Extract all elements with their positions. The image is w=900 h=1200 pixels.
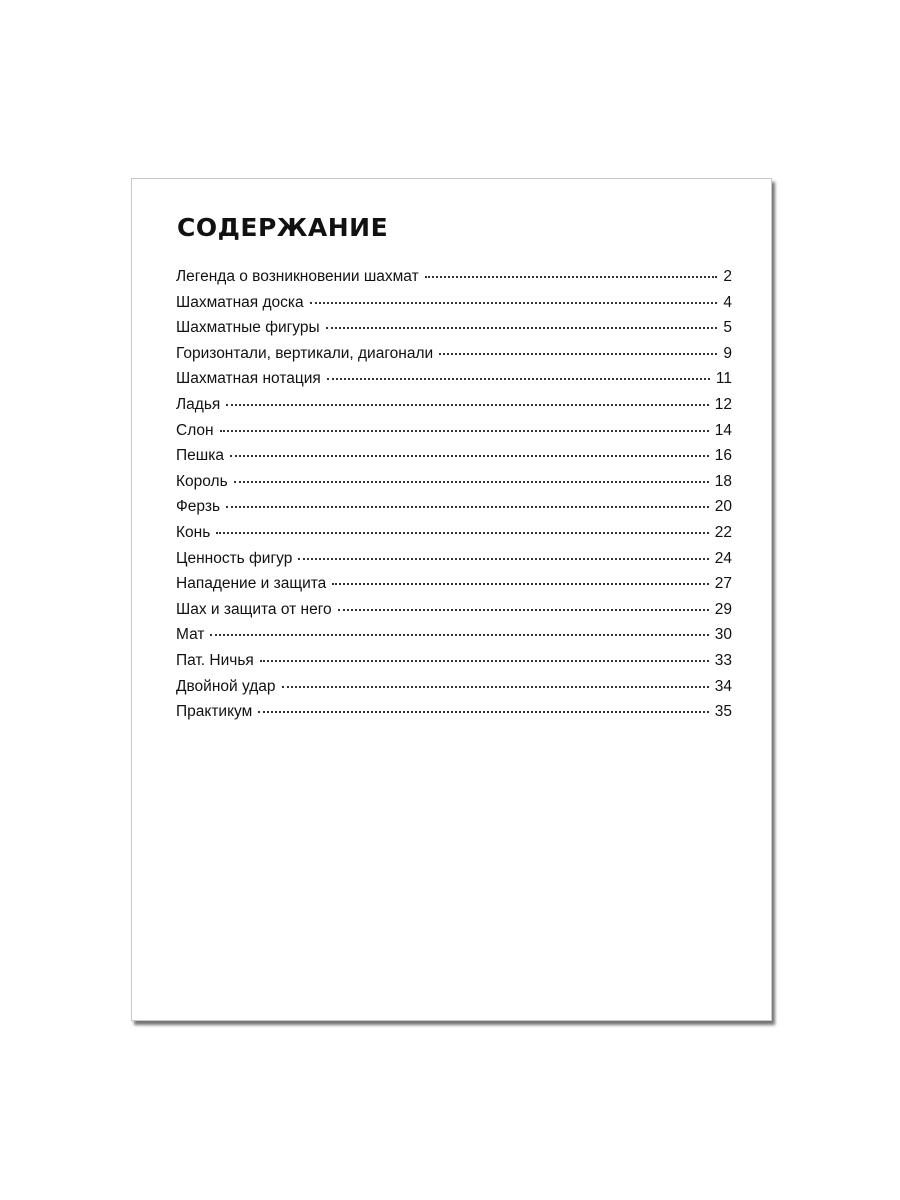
toc-entry-page-number: 29	[714, 600, 732, 618]
document-page	[131, 178, 772, 1021]
dot-leader	[298, 558, 708, 560]
dot-leader	[234, 481, 709, 483]
toc-entry-label: Шахматные фигуры	[176, 319, 320, 337]
toc-entry-label: Король	[176, 472, 228, 490]
dot-leader	[327, 378, 710, 380]
dot-leader	[332, 583, 708, 585]
toc-entry-page-number: 24	[714, 549, 732, 567]
toc-entry-label: Ценность фигур	[176, 549, 293, 567]
toc-entry-page-number: 33	[714, 651, 732, 669]
toc-entry-label: Шах и защита от него	[176, 600, 332, 618]
toc-entry[interactable]	[176, 422, 732, 448]
dot-leader	[282, 686, 709, 688]
toc-entry-label: Конь	[176, 523, 211, 541]
dot-leader	[216, 532, 708, 534]
toc-entry[interactable]	[176, 319, 732, 345]
toc-entry[interactable]	[176, 447, 732, 473]
toc-entry-label: Ферзь	[176, 498, 221, 516]
toc-entry[interactable]	[176, 550, 732, 576]
dot-leader	[260, 660, 709, 662]
toc-entry-label: Легенда о возникновении шахмат	[176, 268, 419, 285]
toc-entry-page-number: 12	[714, 395, 732, 413]
dot-leader	[326, 327, 718, 329]
dot-leader	[226, 404, 708, 406]
dot-leader	[439, 353, 717, 355]
toc-entry-label: Практикум	[176, 703, 253, 721]
dot-leader	[310, 302, 718, 304]
toc-entry[interactable]	[176, 678, 732, 704]
toc-entry-page-number: 18	[714, 472, 732, 490]
toc-entry-label: Шахматная нотация	[176, 370, 321, 388]
toc-entry-label: Шахматная доска	[176, 293, 304, 311]
toc-entry-label: Мат	[176, 626, 205, 644]
toc-entry-page-number: 30	[714, 626, 732, 644]
toc-entry-page-number: 11	[715, 370, 732, 388]
toc-entry-page-number: 16	[714, 447, 732, 465]
toc-entry-page-number: 9	[723, 344, 732, 362]
toc-entry-page-number: 27	[714, 575, 732, 593]
toc-entry[interactable]	[176, 703, 732, 729]
toc-entry-label: Нападение и защита	[176, 575, 327, 593]
toc-entry[interactable]	[176, 498, 732, 524]
toc-entry-label: Ладья	[176, 395, 221, 413]
dot-leader	[338, 609, 709, 611]
toc-entry-label: Двойной удар	[176, 677, 276, 695]
toc-entry-page-number: 4	[723, 293, 732, 311]
toc-entry[interactable]	[176, 396, 732, 422]
page-title: СОДЕРЖАНИЕ	[177, 213, 389, 242]
toc-entry-label: Слон	[176, 421, 214, 439]
toc-entry-label: Пешка	[176, 447, 224, 465]
toc-entry[interactable]	[176, 345, 732, 371]
toc-entry-page-number: 34	[714, 677, 732, 695]
dot-leader	[258, 711, 708, 713]
toc-entry-page-number: 14	[714, 421, 732, 439]
toc-entry[interactable]	[176, 626, 732, 652]
toc-entry-page-number: 35	[714, 703, 732, 721]
toc-entry-label: Горизонтали, вертикали, диагонали	[176, 344, 434, 362]
dot-leader	[226, 506, 709, 508]
toc-entry[interactable]	[176, 294, 732, 320]
dot-leader	[210, 634, 708, 636]
toc-entry-label: Пат. Ничья	[176, 651, 254, 669]
toc-entry[interactable]	[176, 473, 732, 499]
table-of-contents	[176, 268, 732, 729]
toc-entry-page-number: 20	[714, 498, 732, 516]
toc-entry-page-number: 22	[714, 523, 732, 541]
dot-leader	[220, 430, 709, 432]
toc-entry[interactable]	[176, 601, 732, 627]
toc-entry-page-number: 2	[723, 268, 732, 285]
toc-entry[interactable]	[176, 524, 732, 550]
toc-entry-page-number: 5	[723, 319, 732, 337]
toc-entry[interactable]	[176, 652, 732, 678]
toc-entry[interactable]	[176, 268, 732, 294]
dot-leader	[425, 276, 718, 278]
toc-entry[interactable]	[176, 370, 732, 396]
dot-leader	[230, 455, 709, 457]
toc-entry[interactable]	[176, 575, 732, 601]
